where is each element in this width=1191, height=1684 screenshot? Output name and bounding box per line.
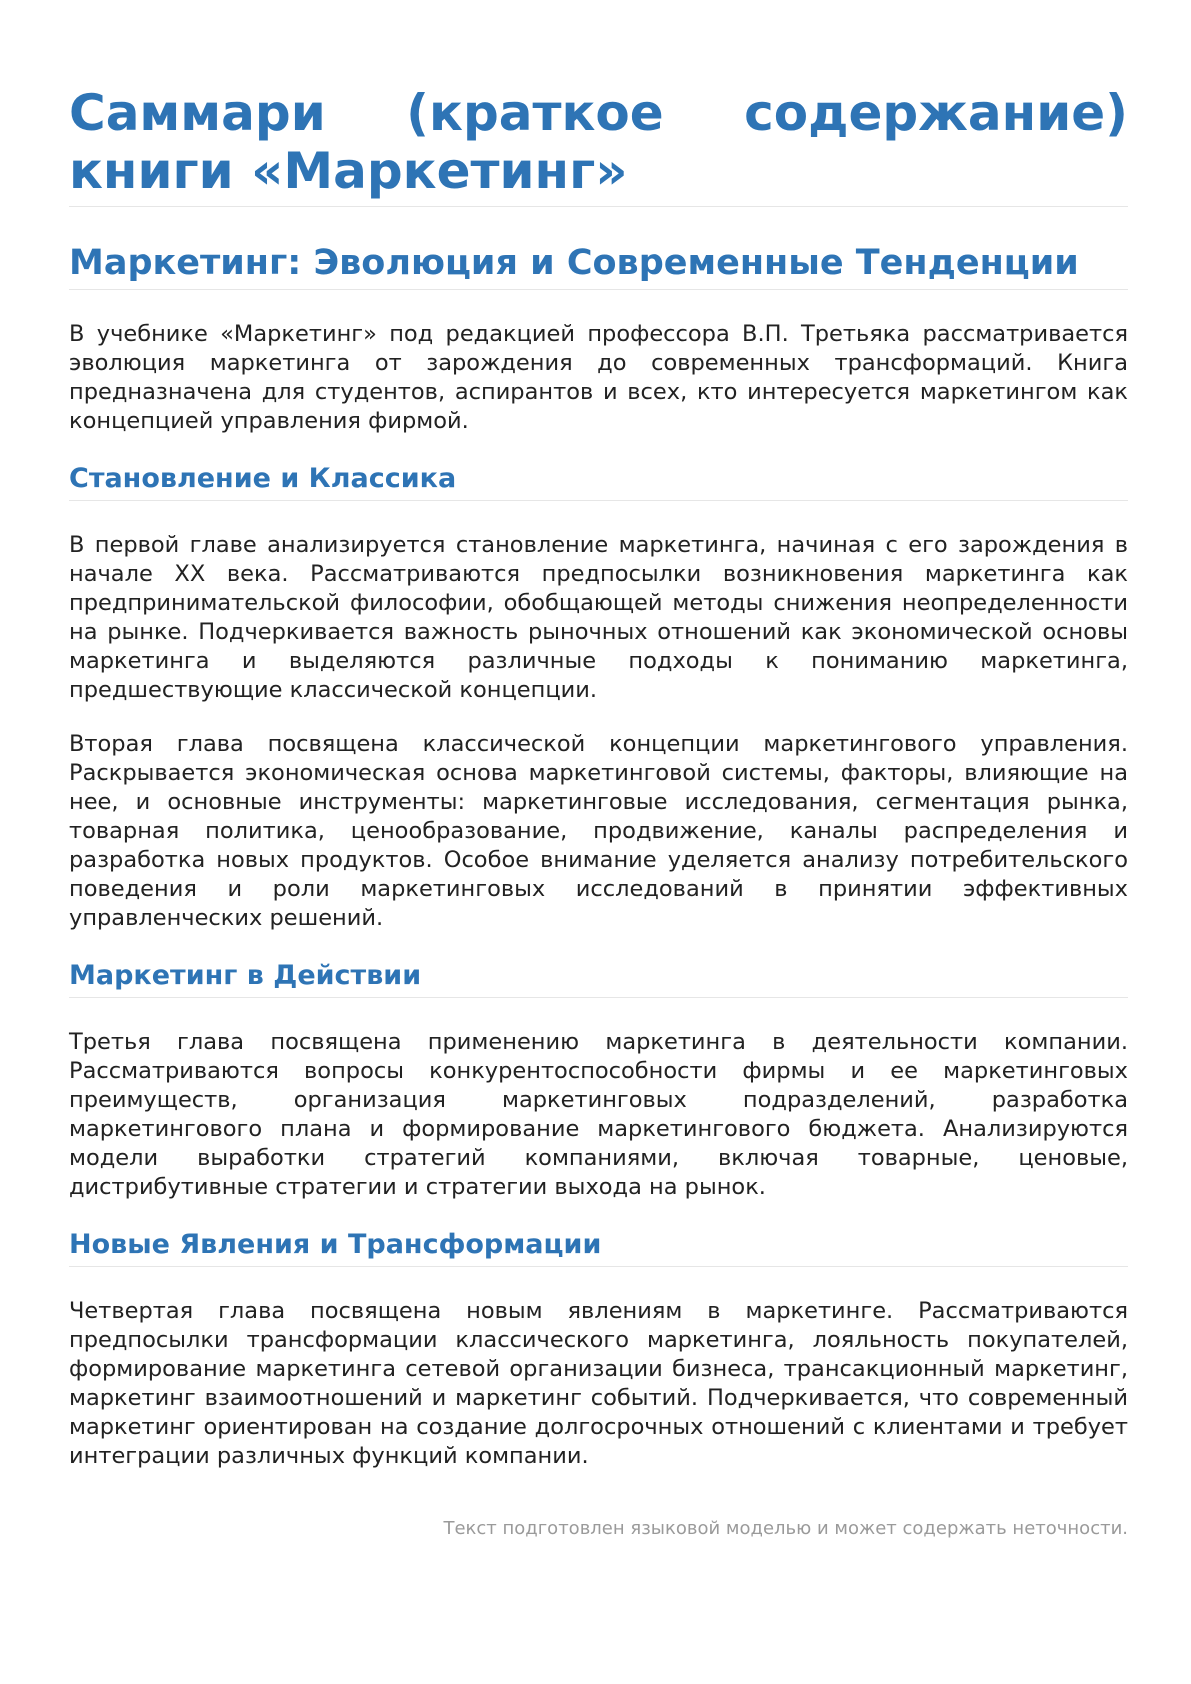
subheading-new-phenomena: Новые Явления и Трансформации	[69, 1228, 1128, 1267]
paragraph-chapter-4: Четвертая глава посвящена новым явлениям в маркетинге. Рассматриваются предпосылки трансформации классического маркетинга, лояльность покупателей, формирование маркетинга сетевой организации бизнеса, трансакционный маркетинг, маркетинг взаимоотношений и маркетинг событий. Подчеркивается, что современный маркетинг ориентирован на создание долгосрочных отношений с клиентами и требует интеграции различных функций компании.	[69, 1298, 1128, 1469]
intro-paragraph: В учебнике «Маркетинг» под редакцией профессора В.П. Третьяка рассматривается эволюция маркетинга от зарождения до современных трансформаций. Книга предназначена для студентов, аспирантов и всех, кто интересуется маркетингом как концепцией управления фирмой.	[69, 321, 1128, 434]
document-page	[69, 84, 1128, 1541]
subheading-formation-and-classics: Становление и Классика	[69, 462, 1128, 501]
paragraph-chapter-1: В первой главе анализируется становление маркетинга, начиная с его зарождения в начале XX века. Рассматриваются предпосылки возникновения маркетинга как предпринимательской философии, обобщающей методы снижения неопределенности на рынке. Подчеркивается важность рыночных отношений как экономической основы маркетинга и выделяются различные подходы к пониманию маркетинга, предшествующие классической концепции.	[69, 532, 1128, 703]
ai-disclaimer: Текст подготовлен языковой моделью и может содержать неточности.	[443, 1518, 1128, 1539]
section-heading: Маркетинг: Эволюция и Современные Тенденции	[69, 241, 1128, 290]
page-title: Саммари (краткое содержание) книги «Маркетинг»	[69, 84, 1128, 207]
subheading-marketing-in-action: Маркетинг в Действии	[69, 959, 1128, 998]
paragraph-chapter-3: Третья глава посвящена применению маркетинга в деятельности компании. Рассматриваются вопросы конкурентоспособности фирмы и ее маркетинговых преимуществ, организация маркетинговых подразделений, разработка маркетингового плана и формирование маркетингового бюджета. Анализируются модели выработки стратегий компаниями, включая товарные, ценовые, дистрибутивные стратегии и стратегии выхода на рынок.	[69, 1029, 1128, 1200]
paragraph-chapter-2: Вторая глава посвящена классической концепции маркетингового управления. Раскрывается экономическая основа маркетинговой системы, факторы, влияющие на нее, и основные инструменты: маркетинговые исследования, сегментация рынка, товарная политика, ценообразование, продвижение, каналы распределения и разработка новых продуктов. Особое внимание уделяется анализу потребительского поведения и роли маркетинговых исследований в принятии эффективных управленческих решений.	[69, 731, 1128, 931]
